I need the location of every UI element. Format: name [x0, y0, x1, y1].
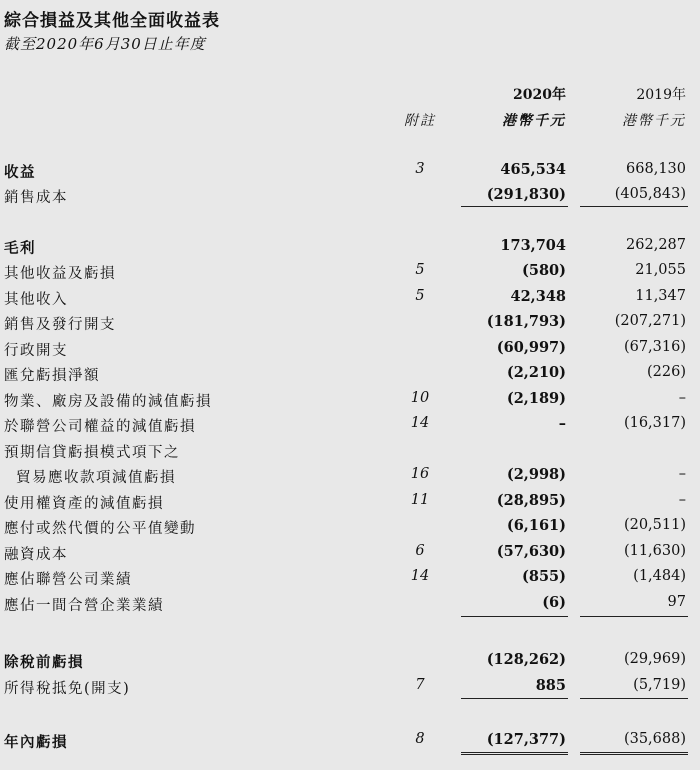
row-value-2020: (2,210): [506, 364, 566, 381]
row-note: 10: [410, 390, 430, 406]
subtotal-rule-2019: [580, 206, 688, 207]
table-row: [0, 540, 700, 565]
row-value-2020: 173,704: [500, 237, 566, 254]
table-row: [0, 310, 700, 335]
row-value-2019: (16,317): [623, 415, 686, 431]
row-label: 匯兌虧損淨額: [4, 368, 100, 384]
row-note: 5: [415, 262, 425, 278]
row-label: 於聯營公司權益的減值虧損: [4, 419, 196, 435]
table-row: [0, 514, 700, 539]
row-note: 5: [415, 288, 425, 304]
table-row: [0, 412, 700, 437]
row-value-2020: (6): [542, 594, 566, 611]
total-rule-2020: [461, 752, 568, 755]
row-value-2019: (35,688): [623, 731, 686, 747]
subtotal-rule-2019: [580, 616, 688, 617]
row-label: 其他收入: [4, 292, 68, 308]
row-value-2019: 21,055: [635, 262, 686, 278]
row-label: 融資成本: [4, 547, 68, 563]
row-value-2019: –: [678, 492, 686, 508]
row-label: 應付或然代價的公平值變動: [4, 521, 196, 537]
row-label: 應佔一間合營企業業績: [4, 598, 164, 614]
table-row: [0, 438, 700, 463]
row-value-2020: (181,793): [486, 313, 566, 330]
row-value-2020: (6,161): [506, 517, 566, 534]
row-note: 8: [415, 731, 425, 747]
row-value-2019: (11,630): [623, 543, 686, 559]
total-rule-2019: [580, 752, 688, 755]
statement-subtitle: 截至2020年6月30日止年度: [4, 35, 206, 53]
table-row: [0, 361, 700, 386]
row-value-2020: (28,895): [496, 492, 566, 509]
row-label: 毛利: [4, 240, 36, 257]
row-label: 除稅前虧損: [4, 654, 84, 671]
table-row: [0, 285, 700, 310]
row-value-2019: 11,347: [635, 288, 686, 304]
row-value-2019: 668,130: [626, 161, 686, 177]
table-row: [0, 674, 700, 699]
row-value-2020: (127,377): [486, 731, 566, 748]
row-label: 收益: [4, 164, 36, 181]
row-note: 14: [410, 568, 430, 584]
table-row: [0, 183, 700, 208]
subtotal-rule-2020: [461, 206, 568, 207]
row-value-2020: (60,997): [496, 339, 566, 356]
row-value-2020: (2,998): [506, 466, 566, 483]
row-value-2019: (29,969): [623, 651, 686, 667]
row-value-2019: (226): [647, 364, 686, 380]
row-note: 11: [410, 492, 430, 508]
row-value-2020: 465,534: [500, 161, 566, 178]
subtotal-rule-2020: [461, 616, 568, 617]
row-value-2019: (67,316): [623, 339, 686, 355]
row-note: 3: [415, 161, 425, 177]
table-row: [0, 591, 700, 616]
row-label: 貿易應收款項減值虧損: [16, 470, 176, 486]
row-value-2020: (855): [522, 568, 566, 585]
row-value-2019: 97: [667, 594, 686, 610]
row-value-2020: (291,830): [486, 186, 566, 203]
row-value-2019: –: [678, 390, 686, 406]
row-value-2019: –: [678, 466, 686, 482]
row-value-2019: (207,271): [614, 313, 686, 329]
subtotal-rule-2019: [580, 698, 688, 699]
row-value-2020: –: [558, 415, 566, 432]
row-value-2020: (580): [522, 262, 566, 279]
row-value-2019: (405,843): [614, 186, 686, 202]
row-label: 所得稅抵免(開支): [4, 681, 131, 697]
subtotal-rule-2020: [461, 698, 568, 699]
column-unit-2019: 港幣千元: [622, 113, 686, 129]
row-value-2020: (128,262): [486, 651, 566, 668]
row-note: 16: [410, 466, 430, 482]
table-row: [0, 728, 700, 753]
row-label: 銷售成本: [4, 190, 68, 206]
row-label: 行政開支: [4, 343, 68, 359]
row-label: 物業、廠房及設備的減值虧損: [4, 394, 212, 410]
table-row: [0, 489, 700, 514]
row-value-2020: 885: [535, 677, 566, 694]
table-row: [0, 463, 700, 488]
column-year-2020: 2020年: [513, 87, 566, 103]
row-value-2020: 42,348: [510, 288, 566, 305]
row-label: 年內虧損: [4, 734, 68, 751]
column-year-2019: 2019年: [636, 87, 686, 103]
row-note: 14: [410, 415, 430, 431]
row-value-2019: (5,719): [633, 677, 686, 693]
table-row: [0, 387, 700, 412]
row-value-2019: (20,511): [623, 517, 686, 533]
table-row: [0, 234, 700, 259]
row-value-2019: 262,287: [626, 237, 686, 253]
row-note: 6: [415, 543, 425, 559]
table-row: [0, 336, 700, 361]
row-value-2019: (1,484): [633, 568, 686, 584]
column-note-header: 附註: [404, 113, 436, 129]
row-value-2020: (57,630): [496, 543, 566, 560]
row-label: 應佔聯營公司業績: [4, 572, 132, 588]
row-value-2020: (2,189): [506, 390, 566, 407]
row-label: 預期信貸虧損模式項下之: [4, 445, 180, 461]
row-label: 銷售及發行開支: [4, 317, 116, 333]
column-unit-2020: 港幣千元: [502, 113, 566, 129]
row-label: 使用權資產的減值虧損: [4, 496, 164, 512]
table-row: [0, 648, 700, 673]
table-row: [0, 158, 700, 183]
table-row: [0, 259, 700, 284]
row-label: 其他收益及虧損: [4, 266, 116, 282]
statement-title: 綜合損益及其他全面收益表: [4, 11, 220, 31]
table-row: [0, 565, 700, 590]
row-note: 7: [415, 677, 425, 693]
